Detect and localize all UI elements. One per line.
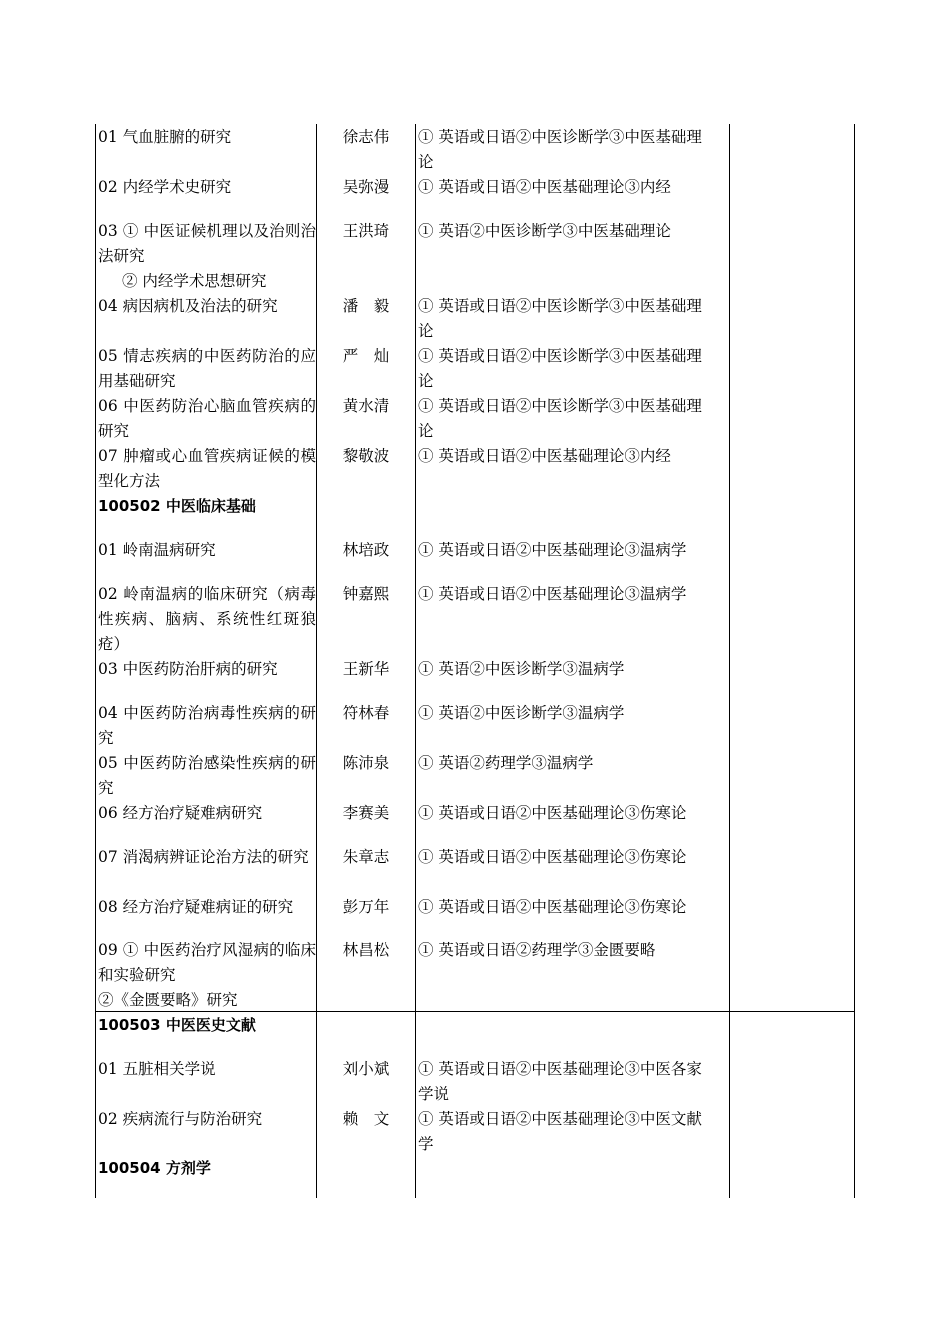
research-direction: 03 ① 中医证候机理以及治则治法研究: [98, 222, 316, 265]
tutor-name: 黄水清: [342, 397, 390, 415]
tutor-name: 潘 毅: [342, 297, 390, 315]
exam-subjects: ① 英语或日语②中医基础理论③中医各家: [418, 1060, 702, 1078]
research-direction: 01 气血脏腑的研究: [98, 128, 232, 146]
research-direction-extra: ②《金匮要略》研究: [98, 991, 238, 1009]
tutor-name: 朱章志: [342, 848, 390, 866]
exam-subjects: ① 英语或日语②中医诊断学③中医基础理: [418, 297, 702, 315]
research-direction: 07 肿瘤或心血管疾病证候的模型化方法: [98, 447, 316, 490]
exam-subjects: ① 英语②中医诊断学③温病学: [418, 704, 625, 722]
exam-subjects-cont: 论: [418, 422, 434, 440]
exam-subjects-cont: 论: [418, 372, 434, 390]
research-direction: 01 岭南温病研究: [98, 541, 216, 559]
exam-subjects: ① 英语或日语②中医基础理论③伤寒论: [418, 804, 687, 822]
column-divider-remarks: [729, 124, 730, 1198]
exam-subjects: ① 英语或日语②中医基础理论③伤寒论: [418, 898, 687, 916]
exam-subjects: ① 英语或日语②中医诊断学③中医基础理: [418, 347, 702, 365]
exam-subjects: ① 英语②药理学③温病学: [418, 754, 594, 772]
tutor-name: 赖 文: [342, 1110, 390, 1128]
tutor-name: 王洪琦: [342, 222, 390, 240]
research-direction: 02 内经学术史研究: [98, 178, 232, 196]
research-direction: 09 ① 中医药治疗风湿病的临床和实验研究: [98, 941, 316, 984]
tutor-name: 徐志伟: [342, 128, 390, 146]
column-divider-tutor: [316, 124, 317, 1198]
tutor-name: 刘小斌: [342, 1060, 390, 1078]
research-direction: 06 经方治疗疑难病研究: [98, 804, 263, 822]
tutor-name: 严 灿: [342, 347, 390, 365]
section-heading: 100503 中医医史文献: [98, 1016, 256, 1034]
exam-subjects: ① 英语或日语②中医基础理论③内经: [418, 178, 671, 196]
research-direction: 01 五脏相关学说: [98, 1060, 216, 1078]
research-direction-extra: ② 内经学术思想研究: [122, 272, 267, 290]
research-direction: 04 中医药防治病毒性疾病的研究: [98, 704, 316, 747]
research-direction: 02 岭南温病的临床研究（病毒性疾病、脑病、系统性红斑狼疮）: [98, 585, 316, 653]
section-heading: 100502 中医临床基础: [98, 497, 256, 515]
tutor-name: 王新华: [342, 660, 390, 678]
exam-subjects: ① 英语或日语②中医基础理论③内经: [418, 447, 671, 465]
research-direction: 04 病因病机及治法的研究: [98, 297, 278, 315]
section-heading: 100504 方剂学: [98, 1159, 211, 1177]
research-direction: 03 中医药防治肝病的研究: [98, 660, 278, 678]
exam-subjects: ① 英语或日语②中医诊断学③中医基础理: [418, 397, 702, 415]
table-border-right: [854, 124, 855, 1198]
tutor-name: 符林春: [342, 704, 390, 722]
tutor-name: 黎敬波: [342, 447, 390, 465]
tutor-name: 钟嘉熙: [342, 585, 390, 603]
exam-subjects: ① 英语或日语②中医基础理论③温病学: [418, 585, 687, 603]
exam-subjects: ① 英语或日语②中医基础理论③中医文献: [418, 1110, 702, 1128]
exam-subjects: ① 英语②中医诊断学③中医基础理论: [418, 222, 671, 240]
exam-subjects: ① 英语或日语②药理学③金匮要略: [418, 941, 656, 959]
tutor-name: 林昌松: [342, 941, 390, 959]
exam-subjects: ① 英语或日语②中医诊断学③中医基础理: [418, 128, 702, 146]
exam-subjects-cont: 论: [418, 153, 434, 171]
research-direction: 08 经方治疗疑难病证的研究: [98, 898, 294, 916]
research-direction: 07 消渴病辨证论治方法的研究: [98, 848, 309, 866]
research-direction: 06 中医药防治心脑血管疾病的研究: [98, 397, 316, 440]
table-border-left: [95, 124, 96, 1198]
exam-subjects-cont: 论: [418, 322, 434, 340]
exam-subjects-cont: 学: [418, 1135, 434, 1153]
research-direction: 02 疾病流行与防治研究: [98, 1110, 263, 1128]
research-direction: 05 情志疾病的中医药防治的应用基础研究: [98, 347, 316, 390]
tutor-name: 李赛美: [342, 804, 390, 822]
research-direction: 05 中医药防治感染性疾病的研究: [98, 754, 316, 797]
exam-subjects: ① 英语②中医诊断学③温病学: [418, 660, 625, 678]
exam-subjects: ① 英语或日语②中医基础理论③温病学: [418, 541, 687, 559]
tutor-name: 吴弥漫: [342, 178, 390, 196]
exam-subjects-cont: 学说: [418, 1085, 450, 1103]
tutor-name: 陈沛泉: [342, 754, 390, 772]
exam-subjects: ① 英语或日语②中医基础理论③伤寒论: [418, 848, 687, 866]
tutor-name: 林培政: [342, 541, 390, 559]
column-divider-exam: [415, 124, 416, 1198]
tutor-name: 彭万年: [342, 898, 390, 916]
